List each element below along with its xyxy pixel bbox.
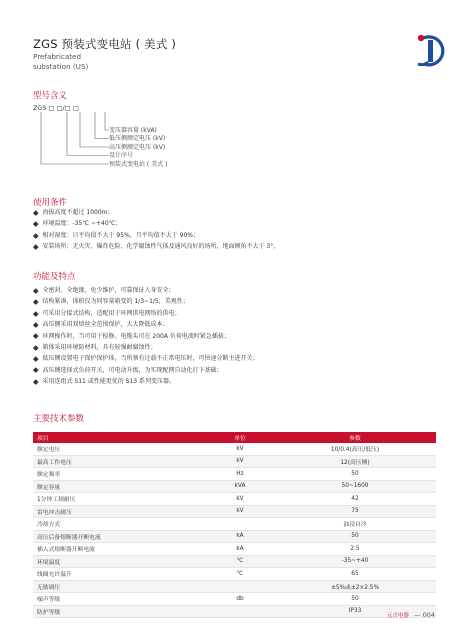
model-label: 高压侧额定电压 (kV) [109,143,166,151]
table-cell: 环境温度 [33,555,206,568]
table-cell: 额定频率 [33,468,206,481]
table-cell: 雷电冲击耐压 [33,505,206,518]
table-cell: 42 [274,493,436,506]
table-row [33,518,436,531]
spec-table [33,432,436,618]
table-row [33,555,436,568]
table-row [33,505,436,518]
table-row [33,543,436,556]
table-cell [206,605,274,618]
model-labels [109,127,167,169]
table-cell: kV [206,505,274,518]
table-cell: 油浸自冷 [274,518,436,531]
column-header: 参数 [274,432,436,443]
table-cell: ±5%或±2×2.5% [274,580,436,593]
table-cell: 10/0.4(高压/低压) [274,443,436,455]
subtitle-line-1: Prefabricated [33,52,82,61]
table-cell: 高压后备熔断器开断电流 [33,530,206,543]
table-row [33,568,436,581]
table-row [33,468,436,481]
features-list [33,285,453,388]
section-heading-tech: 主要技术参数 [33,414,85,424]
table-header-row [33,432,436,443]
company-logo-icon [414,30,450,70]
page-subtitle [33,52,233,72]
column-header: 项目 [33,432,206,443]
table-cell: 50 [274,530,436,543]
model-label: 低压侧额定电压 (kV) [109,135,166,143]
table-cell: kV [206,455,274,468]
table-cell: kV [206,443,274,455]
table-cell: 线圈允许温升 [33,568,206,581]
table-cell: db [206,593,274,606]
conditions-list [33,207,453,253]
model-label: 预装式变电站 ( 美式 ) [109,160,168,168]
list-item: 低压侧设置电子保护保护体，当所须有过载不正常电压时，可快速分断主进开关； [33,353,453,364]
table-cell: 无励调压 [33,580,206,593]
column-header: 单位 [206,432,274,443]
section-heading-model: 型号含义 [33,91,68,101]
table-cell: 50 [274,468,436,481]
list-item: 高压侧选择式负荷开关，可电动升级，为实现配网自动化打下基础； [33,365,453,376]
table-cell [206,580,274,593]
table-row [33,580,436,593]
table-cell: kVA [206,480,274,493]
table-row [33,593,436,606]
page-title: ZGS 预装式变电站 ( 美式 ) [33,37,177,51]
table-cell: 额定电压 [33,443,206,455]
footer-brand: 元吉电器 [386,613,409,619]
table-cell: 65 [274,568,436,581]
table-cell: 防护等级 [33,605,206,618]
table-cell: kV [206,493,274,506]
table-cell: IP33 [274,605,436,618]
list-item: 箱体采用环境防材料，具有较强耐腐蚀性； [33,342,453,353]
list-item: 全密封、全绝缘，免少维护，可靠保证人身安全； [33,285,453,296]
list-item: 安装场所：无火灾、爆炸危险、化学腐蚀性气体及通风良好的场所，地面倾角不大于 3°。 [33,241,453,252]
table-cell: 插入式熔断器开断电流 [33,543,206,556]
subtitle-line-2: substation (US) [33,62,89,71]
table-cell: 冷却方式 [33,518,206,531]
model-label: 设计序号 [109,152,134,160]
page-footer [387,611,435,619]
page-number: 004 [422,611,435,619]
table-cell: 75 [274,505,436,518]
list-item: 环网操作时，当可用于检修。电缆头可在 200A 负荷电流时紧急插拔； [33,331,453,342]
table-cell: ℃ [206,568,274,581]
model-label: 变压器容量 (kVA) [109,127,157,134]
table-cell: ℃ [206,555,274,568]
table-cell: 最高工作电压 [33,455,206,468]
list-item: 高压侧采用双熔丝全范围保护，大大降低成本； [33,319,453,330]
table-row [33,493,436,506]
table-row [33,530,436,543]
table-row [33,605,436,618]
table-cell: 额定容量 [33,480,206,493]
table-cell: Hz [206,468,274,481]
table-cell: -35~+40 [274,555,436,568]
list-item: 采用连组式 S11 或性能更优的 S13 系列变压器。 [33,376,453,387]
list-item: 环境温度：-35℃ ~+40℃； [33,218,453,229]
list-item: 结构紧凑，体积仅为同容量箱变的 1/3~1/5，美观性； [33,296,453,307]
table-cell [206,518,274,531]
table-cell: 50~1600 [274,480,436,493]
table-cell: kA [206,543,274,556]
table-row [33,480,436,493]
table-row [33,443,436,455]
table-cell: kA [206,530,274,543]
list-item: 可采用分接式结构，适配用于环网供电网络的供电； [33,308,453,319]
table-cell: 12(高压侧) [274,455,436,468]
footer-separator: — [411,611,423,619]
list-item: 相对湿度：日平均值不大于 95%，月平均值不大于 90%； [33,230,453,241]
table-cell: 50 [274,593,436,606]
table-cell: 1分钟工频耐压 [33,493,206,506]
model-code: ZGS □ □/□ □ [33,104,79,112]
section-heading-features: 功能及特点 [33,272,76,282]
table-cell: 噪声等级 [33,593,206,606]
model-diagram-lines [33,110,113,180]
section-heading-conditions: 使用条件 [33,198,68,208]
list-item: 海拔高度不超过 1000m； [33,207,453,218]
table-row [33,455,436,468]
table-cell: 2.5 [274,543,436,556]
